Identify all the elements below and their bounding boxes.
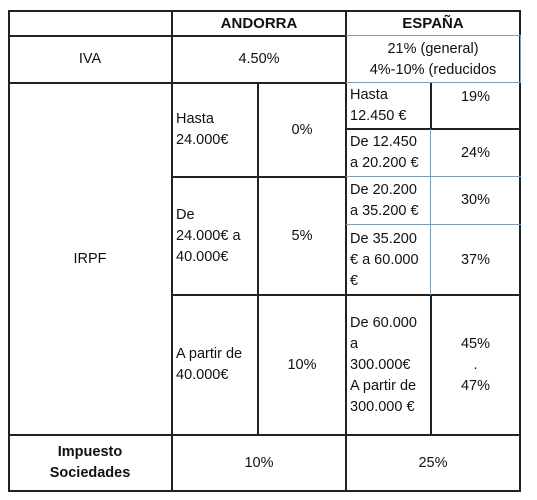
andorra-tramo-2-line: 40.000€ — [176, 248, 229, 265]
grid-line — [257, 83, 259, 435]
andorra-tramo-2-line: 24.000€ a — [176, 227, 241, 244]
andorra-tramo-3 — [172, 295, 258, 435]
iva-label: IVA — [78, 51, 102, 67]
sociedades-espana: 25% — [418, 454, 448, 471]
irpf-label: IRPF — [73, 250, 107, 267]
header-andorra: ANDORRA — [220, 14, 298, 32]
espana-tramo-5-line: 300.000 € — [350, 398, 415, 415]
andorra-tramo-3-line: 40.000€ — [176, 367, 229, 383]
grid-line — [172, 176, 346, 178]
grid-line-blue — [346, 35, 521, 36]
espana-tipo-2: 24% — [460, 144, 491, 161]
espana-tipo-5-line: . — [473, 356, 478, 373]
grid-line-blue — [346, 82, 521, 83]
andorra-tipo-2: 5% — [291, 227, 313, 244]
espana-tramo-4 — [346, 225, 431, 295]
espana-tramo-4-line: € a 60.000 — [350, 251, 419, 268]
espana-tipo-5 — [431, 295, 520, 435]
andorra-tipo-1: 0% — [291, 121, 313, 138]
andorra-tramo-1 — [172, 83, 258, 177]
andorra-tramo-2-line: De — [176, 206, 195, 223]
grid-line — [8, 10, 521, 12]
grid-line — [8, 10, 10, 492]
grid-line — [8, 35, 346, 37]
grid-line — [8, 490, 521, 492]
iva-andorra: 4.50% — [238, 51, 280, 67]
espana-tramo-1-line: Hasta — [350, 87, 388, 103]
espana-tipo-5-line: 45% — [460, 335, 491, 352]
espana-tramo-2-line: De 12.450 — [350, 134, 417, 150]
andorra-tipo-3: 10% — [287, 356, 317, 373]
grid-line — [430, 83, 432, 129]
espana-tipo-5-line: 47% — [460, 377, 491, 394]
iva-espana-reducidos: 4%-10% (reducidos — [369, 61, 497, 78]
grid-line-blue — [520, 36, 521, 83]
sociedades-label — [8, 435, 172, 491]
espana-tramo-2 — [346, 129, 431, 177]
espana-tramo-4-line: € — [350, 272, 359, 289]
espana-tramo-5 — [346, 295, 431, 435]
espana-tramo-2-line: a 20.200 € — [350, 155, 419, 171]
espana-tramo-1 — [346, 83, 431, 129]
espana-tramo-5-line: De 60.000 — [350, 314, 417, 331]
andorra-tramo-1-line: Hasta — [176, 111, 214, 127]
grid-line-blue — [430, 129, 431, 295]
andorra-tramo-1-line: 24.000€ — [176, 132, 229, 148]
espana-tramo-3-line: De 20.200 — [350, 182, 417, 198]
header-espana: ESPAÑA — [402, 14, 464, 32]
andorra-tramo-3-line: A partir de — [176, 346, 243, 362]
andorra-tramo-2 — [172, 177, 258, 295]
espana-tramo-5-line: a — [350, 335, 359, 352]
espana-tramo-5-line: 300.000€ — [350, 356, 411, 373]
sociedades-label-line: Sociedades — [49, 465, 131, 481]
espana-tramo-3 — [346, 177, 431, 225]
espana-tramo-4-line: De 35.200 — [350, 230, 417, 247]
grid-line-blue — [346, 176, 521, 177]
sociedades-label-line: Impuesto — [57, 444, 123, 460]
iva-espana-general: 21% (general) — [387, 40, 479, 57]
sociedades-andorra: 10% — [244, 454, 274, 471]
iva-espana — [346, 36, 520, 83]
espana-tramo-5-line: A partir de — [350, 377, 417, 394]
espana-tramo-3-line: a 35.200 € — [350, 203, 419, 219]
grid-line — [8, 82, 346, 84]
espana-tipo-1: 19% — [460, 89, 491, 105]
espana-tramo-1-line: 12.450 € — [350, 108, 407, 124]
grid-line — [171, 10, 173, 492]
grid-line — [430, 295, 432, 435]
grid-line — [346, 128, 521, 130]
espana-tipo-4: 37% — [460, 251, 491, 268]
grid-line — [8, 434, 521, 436]
grid-line-blue — [346, 224, 521, 225]
espana-tipo-3: 30% — [460, 192, 491, 208]
